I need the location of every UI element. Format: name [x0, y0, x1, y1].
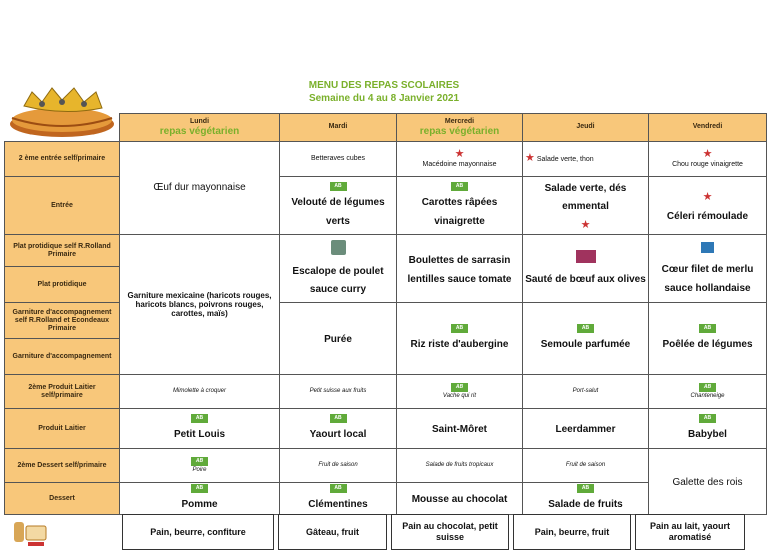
star-icon: ★ [580, 218, 591, 231]
jeudi-plat: Sauté de bœuf aux olives [523, 235, 649, 303]
bio-label-icon: AB [191, 484, 208, 493]
bio-label-icon: AB [191, 457, 208, 466]
label-rouge-icon [331, 240, 346, 255]
mardi-lait2: Petit suisse aux fruits [280, 375, 397, 409]
gouter-jeudi: Pain, beurre, fruit [513, 514, 631, 550]
gouter-vendredi: Pain au lait, yaourt aromatisé [635, 514, 745, 550]
mercredi-entree2: ★ Macédoine mayonnaise [397, 142, 523, 177]
lundi-dessert2: AB Poire [120, 449, 280, 483]
bio-label-icon: AB [577, 484, 594, 493]
vendredi-dessert: Galette des rois [649, 449, 767, 515]
lundi-dessert: AB Pomme [120, 483, 280, 515]
mercredi-lait2: AB Vache qui rit [397, 375, 523, 409]
menu-table [4, 113, 767, 515]
jeudi-dessert: AB Salade de fruits [523, 483, 649, 515]
gouter-lundi: Pain, beurre, confiture [122, 514, 274, 550]
row-label: Garniture d'accompagnement [5, 339, 120, 375]
row-label: Entrée [5, 177, 120, 235]
mercredi-dessert2: Salade de fruits tropicaux [397, 449, 523, 483]
mardi-plat: Escalope de poulet sauce curry [280, 235, 397, 303]
bio-label-icon: AB [330, 182, 347, 191]
mardi-dessert2: Fruit de saison [280, 449, 397, 483]
vendredi-plat: Cœur filet de merlu sauce hollandaise [649, 235, 767, 303]
vendredi-entree: ★ Céleri rémoulade [649, 177, 767, 235]
mercredi-dessert: Mousse au chocolat [397, 483, 523, 515]
menu-title: MENU DES REPAS SCOLAIRES [308, 80, 460, 91]
vendredi-entree2: ★ Chou rouge vinaigrette [649, 142, 767, 177]
bio-label-icon: AB [451, 324, 468, 333]
day-header-vendredi: Vendredi [649, 114, 767, 142]
row-label: Plat protidique self R.Rolland Primaire [5, 235, 120, 267]
vendredi-lait: AB Babybel [649, 409, 767, 449]
mardi-garniture: Purée [280, 303, 397, 375]
row-label: 2ème Dessert self/primaire [5, 449, 120, 483]
gouter-table [118, 514, 749, 550]
mardi-entree: AB Velouté de légumes verts [280, 177, 397, 235]
day-header-lundi: Lundi repas végétarien [120, 114, 280, 142]
gouter-icon [12, 518, 48, 548]
row-label: Garniture d'accompagnement self R.Rolland et Econdeaux Primaire [5, 303, 120, 339]
jeudi-dessert2: Fruit de saison [523, 449, 649, 483]
bio-label-icon: AB [699, 324, 716, 333]
mercredi-garniture: AB Riz riste d'aubergine [397, 303, 523, 375]
bio-label-icon: AB [699, 414, 716, 423]
day-header-jeudi: Jeudi [523, 114, 649, 142]
bio-label-icon: AB [451, 182, 468, 191]
bio-label-icon: AB [577, 324, 594, 333]
star-icon: ★ [454, 148, 465, 161]
lundi-plat: Garniture mexicaine (haricots rouges, haricots blancs, poivrons rouges, carottes, maïs) [120, 235, 280, 375]
bio-label-icon: AB [451, 383, 468, 392]
vendredi-lait2: AB Chanteneige [649, 375, 767, 409]
vendredi-garniture: AB Poêlée de légumes [649, 303, 767, 375]
row-label: Produit Laitier [5, 409, 120, 449]
vegetarian-label: repas végétarien [419, 125, 500, 137]
jeudi-lait: Leerdammer [523, 409, 649, 449]
bio-label-icon: AB [191, 414, 208, 423]
bio-label-icon: AB [330, 414, 347, 423]
jeudi-garniture: AB Semoule parfumée [523, 303, 649, 375]
mardi-entree2: Betteraves cubes [280, 142, 397, 177]
bio-label-icon: AB [330, 484, 347, 493]
row-label: Plat protidique [5, 267, 120, 303]
lundi-lait: AB Petit Louis [120, 409, 280, 449]
day-header-mardi: Mardi [280, 114, 397, 142]
row-label: 2 ème entrée self/primaire [5, 142, 120, 177]
star-icon: ★ [525, 152, 535, 165]
bio-label-icon: AB [699, 383, 716, 392]
french-beef-icon [576, 250, 596, 263]
star-icon: ★ [702, 148, 713, 161]
jeudi-entree2: ★ Salade verte, thon [523, 142, 649, 177]
jeudi-entree: Salade verte, dés emmental ★ [523, 177, 649, 235]
gouter-mercredi: Pain au chocolat, petit suisse [391, 514, 509, 550]
msc-fish-icon [701, 242, 714, 253]
day-header-mercredi: Mercredi repas végétarien [397, 114, 523, 142]
mercredi-entree: AB Carottes râpées vinaigrette [397, 177, 523, 235]
jeudi-lait2: Port-salut [523, 375, 649, 409]
row-label: 2ème Produit Laitier self/primaire [5, 375, 120, 409]
mercredi-lait: Saint-Môret [397, 409, 523, 449]
row-label: Dessert [5, 483, 120, 515]
gouter-mardi: Gâteau, fruit [278, 514, 387, 550]
mardi-dessert: AB Clémentines [280, 483, 397, 515]
lundi-lait2: Mimolette à croquer [120, 375, 280, 409]
lundi-entree: Œuf dur mayonnaise [120, 142, 280, 235]
vegetarian-label: repas végétarien [159, 125, 240, 137]
mercredi-plat: Boulettes de sarrasin lentilles sauce tomate [397, 235, 523, 303]
menu-subtitle: Semaine du 4 au 8 Janvier 2021 [308, 93, 460, 104]
mardi-lait: AB Yaourt local [280, 409, 397, 449]
star-icon: ★ [702, 191, 713, 204]
